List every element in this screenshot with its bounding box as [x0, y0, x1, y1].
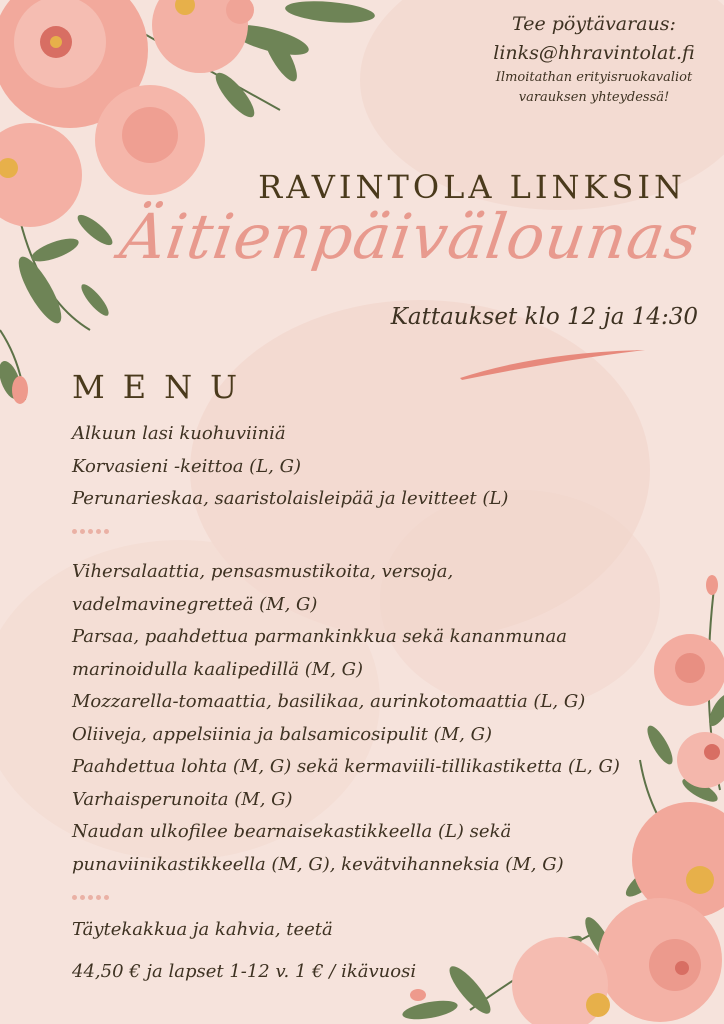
menu-item: Parsaa, paahdettua parmankinkkua sekä kananmunaa: [72, 626, 567, 647]
reservation-note-line-2: varauksen yhteydessä!: [518, 90, 670, 105]
menu-item: marinoidulla kaalipedillä (M, G): [72, 658, 364, 680]
dot-icon: [104, 529, 109, 534]
menu-item: Mozzarella-tomaattia, basilikaa, aurinkotomaattia (L, G): [72, 691, 586, 712]
dessert-item: Täytekakkua ja kahvia, teetä: [72, 918, 333, 940]
reservation-label: Tee pöytävaraus:: [512, 13, 676, 35]
menu-item: vadelmavinegretteä (M, G): [72, 593, 318, 615]
dot-icon: [88, 895, 93, 900]
dot-icon: [96, 895, 101, 900]
menu-item: punaviinikastikkeella (M, G), kevätvihanneksia (M, G): [72, 853, 564, 875]
menu-item: Oliiveja, appelsiinia ja balsamicosipulit (M, G): [72, 723, 492, 745]
seating-times: Kattaukset klo 12 ja 14:30: [390, 304, 698, 330]
menu-item: Naudan ulkofilee bearnaisekastikkeella (L) sekä: [72, 821, 512, 842]
menu-item: Vihersalaattia, pensasmustikoita, versoja,: [72, 561, 454, 582]
dot-icon: [80, 529, 85, 534]
reservation-note-line-1: Ilmoitathan erityisruokavaliot: [495, 70, 693, 85]
dot-icon: [104, 895, 109, 900]
dot-icon: [96, 529, 101, 534]
menu-item: Korvasieni -keittoa (L, G): [72, 455, 301, 477]
price-info: 44,50 € ja lapset 1-12 v. 1 € / ikävuosi: [72, 961, 417, 982]
restaurant-name: RAVINTOLA LINKSIN: [258, 168, 686, 206]
menu-list: [72, 418, 672, 989]
dot-icon: [72, 529, 77, 534]
dot-separator: [72, 881, 672, 914]
menu-heading: MENU: [72, 368, 256, 406]
page-title: Äitienpäivälounas: [115, 200, 704, 273]
menu-item: Paahdettua lohta (M, G) sekä kermaviili-tillikastiketta (L, G): [72, 756, 620, 777]
menu-item: Perunarieskaa, saaristolaisleipää ja levitteet (L): [72, 488, 509, 509]
reservation-info: [484, 10, 704, 108]
dot-icon: [88, 529, 93, 534]
reservation-email-link[interactable]: links@hhravintolat.fi: [493, 42, 695, 64]
menu-item: Varhaisperunoita (M, G): [72, 788, 293, 810]
dot-icon: [72, 895, 77, 900]
dot-separator: [72, 516, 672, 549]
menu-item: Alkuun lasi kuohuviiniä: [72, 423, 286, 444]
dot-icon: [80, 895, 85, 900]
